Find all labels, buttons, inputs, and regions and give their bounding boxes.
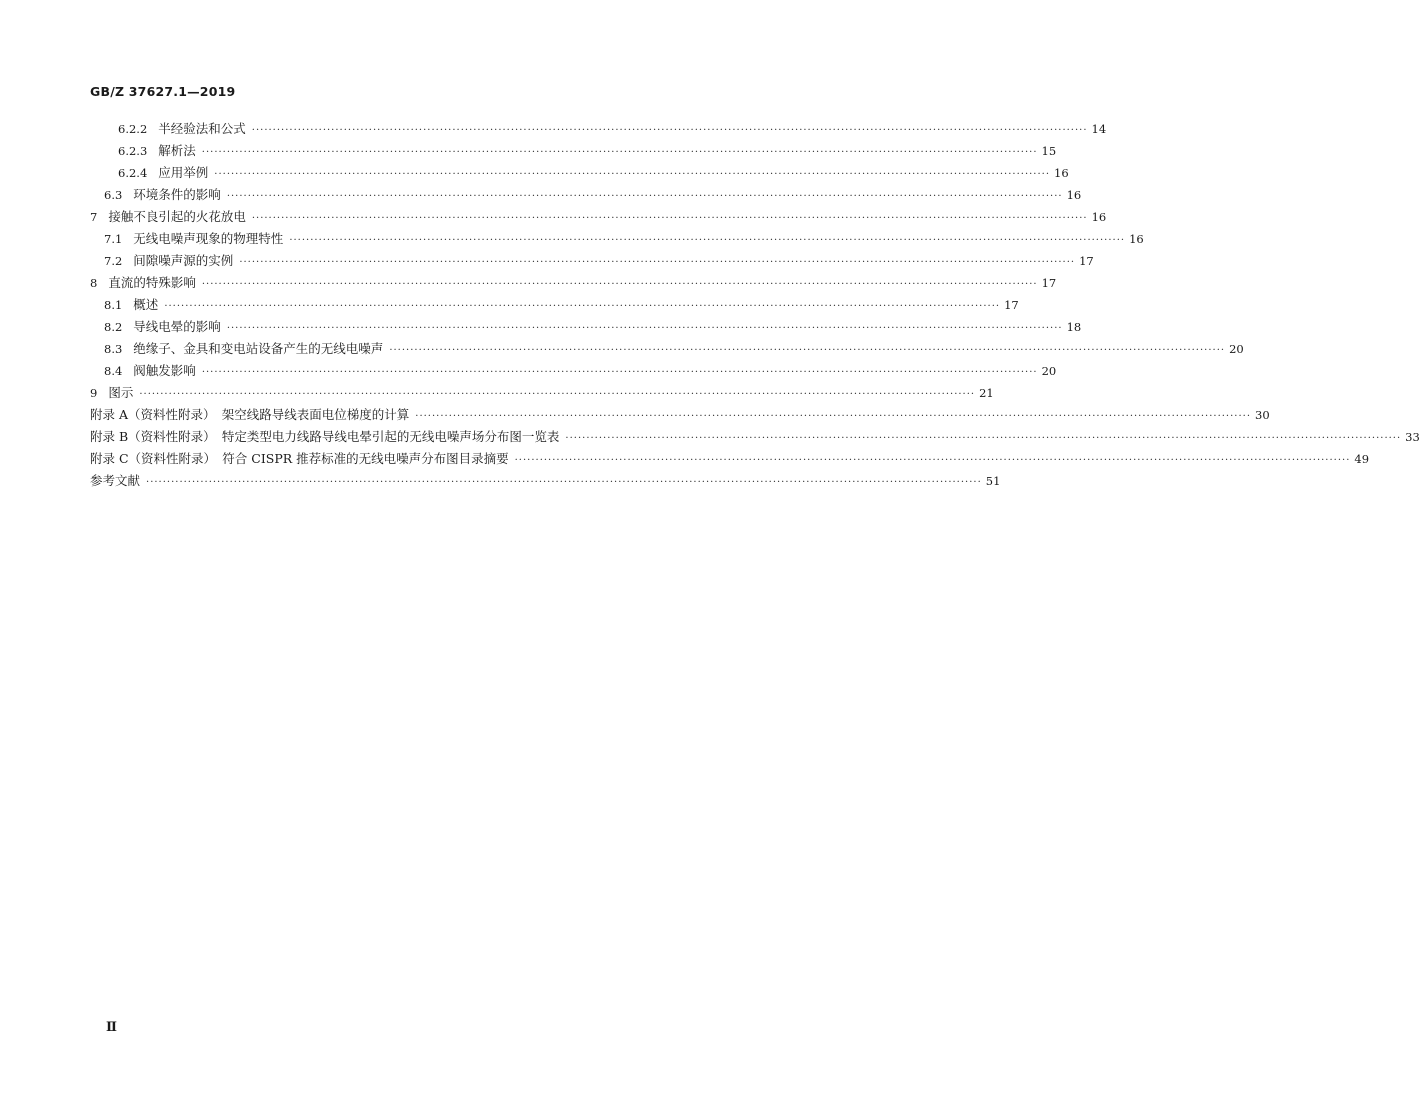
toc-entry-page: 17 [1079,254,1094,268]
toc-entry-page: 20 [1229,342,1244,356]
toc-entry-number: 8.1 [104,298,123,312]
toc-entry-title: 接触不良引起的火花放电 [108,209,246,224]
toc-entry-title: 附录 C（资料性附录） 符合 CISPR 推荐标准的无线电噪声分布图目录摘要 [90,451,509,466]
toc-entry-title: 图示 [108,385,134,400]
toc-entry-number: 8 [90,276,98,290]
toc-entry-page: 16 [1129,232,1144,246]
toc-dot-leader: ········································································································································································································ [289,235,1126,246]
toc-entry-page: 16 [1091,210,1107,224]
toc-dot-leader: ········································································································································································································ [201,147,1038,158]
toc-entry-title: 附录 B（资料性附录） 特定类型电力线路导线电晕引起的无线电噪声场分布图一览表 [90,429,560,444]
toc-entry-page: 14 [1091,122,1107,136]
toc-dot-leader: ········································································································································································································ [415,411,1252,422]
toc-entry[interactable] [90,338,1244,360]
toc-entry-title: 导线电晕的影响 [133,319,221,334]
toc-entry-page: 51 [985,474,1001,488]
toc-dot-leader: ········································································································································································································ [389,345,1226,356]
toc-entry[interactable] [90,426,1420,448]
toc-dot-leader: ········································································································································································································ [565,433,1402,444]
toc-entry-number: 8.3 [104,342,123,356]
document-header: GB/Z 37627.1—2019 [90,84,236,99]
toc-entry-page: 33 [1405,430,1420,444]
toc-dot-leader: ········································································································································································································ [139,389,976,400]
toc-entry[interactable] [90,272,1057,294]
toc-entry-page: 17 [1004,298,1019,312]
toc-entry-number: 6.2.4 [118,166,148,180]
toc-entry[interactable] [90,140,1057,162]
toc-entry-number: 6.3 [104,188,123,202]
toc-entry-number: 6.2.2 [118,122,148,136]
page-number: Ⅱ [106,1020,117,1035]
toc-entry[interactable] [90,316,1082,338]
toc-entry[interactable] [90,404,1270,426]
toc-dot-leader: ········································································································································································································ [214,169,1051,180]
toc-entry-page: 49 [1354,452,1370,466]
toc-entry-title: 绝缘子、金具和变电站设备产生的无线电噪声 [133,341,384,356]
toc-dot-leader: ········································································································································································································ [226,323,1063,334]
toc-entry-page: 16 [1066,188,1082,202]
toc-entry-title: 参考文献 [90,473,141,488]
toc-dot-leader: ········································································································································································································ [226,191,1063,202]
toc-entry-title: 应用举例 [158,165,209,180]
toc-entry-title: 附录 A（资料性附录） 架空线路导线表面电位梯度的计算 [90,407,410,422]
toc-entry-number: 7 [90,210,98,224]
toc-entry-title: 阀触发影响 [133,363,196,378]
toc-entry[interactable] [90,162,1069,184]
toc-entry-page: 21 [979,386,994,400]
toc-entry-title: 解析法 [158,143,196,158]
toc-entry[interactable] [90,118,1107,140]
toc-entry-title: 间隙噪声源的实例 [133,253,234,268]
toc-dot-leader: ········································································································································································································ [201,367,1038,378]
toc-entry[interactable] [90,250,1094,272]
toc-dot-leader: ········································································································································································································ [251,213,1088,224]
toc-entry-number: 7.1 [104,232,123,246]
toc-entry-number: 9 [90,386,98,400]
toc-entry[interactable] [90,382,994,404]
toc-entry-title: 直流的特殊影响 [108,275,196,290]
toc-entry-title: 概述 [133,297,159,312]
toc-dot-leader: ········································································································································································································ [201,279,1038,290]
toc-entry[interactable] [90,448,1370,470]
table-of-contents [90,118,1420,492]
toc-dot-leader: ········································································································································································································ [251,125,1088,136]
toc-entry[interactable] [90,228,1144,250]
toc-entry-page: 15 [1041,144,1057,158]
toc-entry-page: 30 [1255,408,1270,422]
toc-entry-page: 16 [1054,166,1069,180]
toc-entry[interactable] [90,470,1001,492]
toc-dot-leader: ········································································································································································································ [514,455,1351,466]
toc-entry-number: 8.4 [104,364,123,378]
toc-entry[interactable] [90,294,1019,316]
toc-entry-page: 18 [1066,320,1082,334]
toc-entry[interactable] [90,184,1082,206]
toc-entry[interactable] [90,360,1057,382]
toc-dot-leader: ········································································································································································································ [239,257,1076,268]
toc-entry-page: 17 [1041,276,1057,290]
toc-entry-title: 半经验法和公式 [158,121,246,136]
toc-entry-number: 8.2 [104,320,123,334]
toc-entry-title: 无线电噪声现象的物理特性 [133,231,284,246]
toc-dot-leader: ········································································································································································································ [164,301,1001,312]
toc-entry[interactable] [90,206,1107,228]
toc-entry-page: 20 [1041,364,1057,378]
toc-entry-number: 6.2.3 [118,144,148,158]
toc-entry-number: 7.2 [104,254,123,268]
toc-entry-title: 环境条件的影响 [133,187,221,202]
toc-dot-leader: ········································································································································································································ [146,477,982,488]
